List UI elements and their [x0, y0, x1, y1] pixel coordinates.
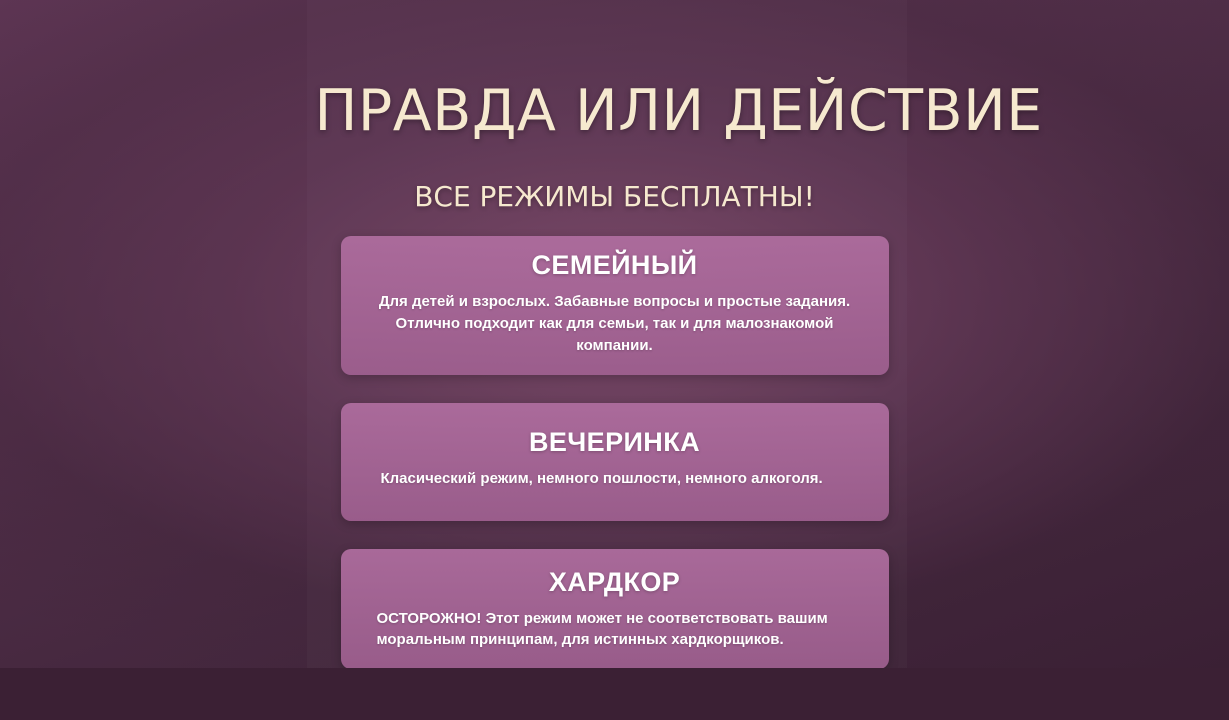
mode-card-family[interactable]	[341, 236, 889, 374]
mode-title: ВЕЧЕРИНКА	[529, 426, 700, 457]
page-title: ПРАВДА ИЛИ ДЕЙСТВИЕ	[314, 78, 1043, 145]
page-content	[314, 0, 1043, 669]
mode-description: Для детей и взрослых. Забавные вопросы и простые задания. Отлично подходит как для семьи, так и для малознакомой компании.	[378, 293, 851, 354]
mode-title: ХАРДКОР	[548, 566, 681, 597]
page-subtitle: ВСЕ РЕЖИМЫ БЕСПЛАТНЫ!	[414, 180, 815, 214]
mode-list	[315, 236, 915, 669]
mode-description: Класический режим, немного пошлости, немного алкоголя.	[380, 469, 823, 487]
bottom-bar	[0, 668, 1229, 720]
mode-title: СЕМЕЙНЫЙ	[531, 250, 698, 281]
mode-card-hardcore[interactable]	[341, 549, 889, 670]
mode-description: ОСТОРОЖНО! Этот режим может не соответствовать вашим моральным принципам, для истинных хардкорщиков.	[376, 609, 828, 649]
mode-card-party[interactable]	[341, 403, 889, 521]
